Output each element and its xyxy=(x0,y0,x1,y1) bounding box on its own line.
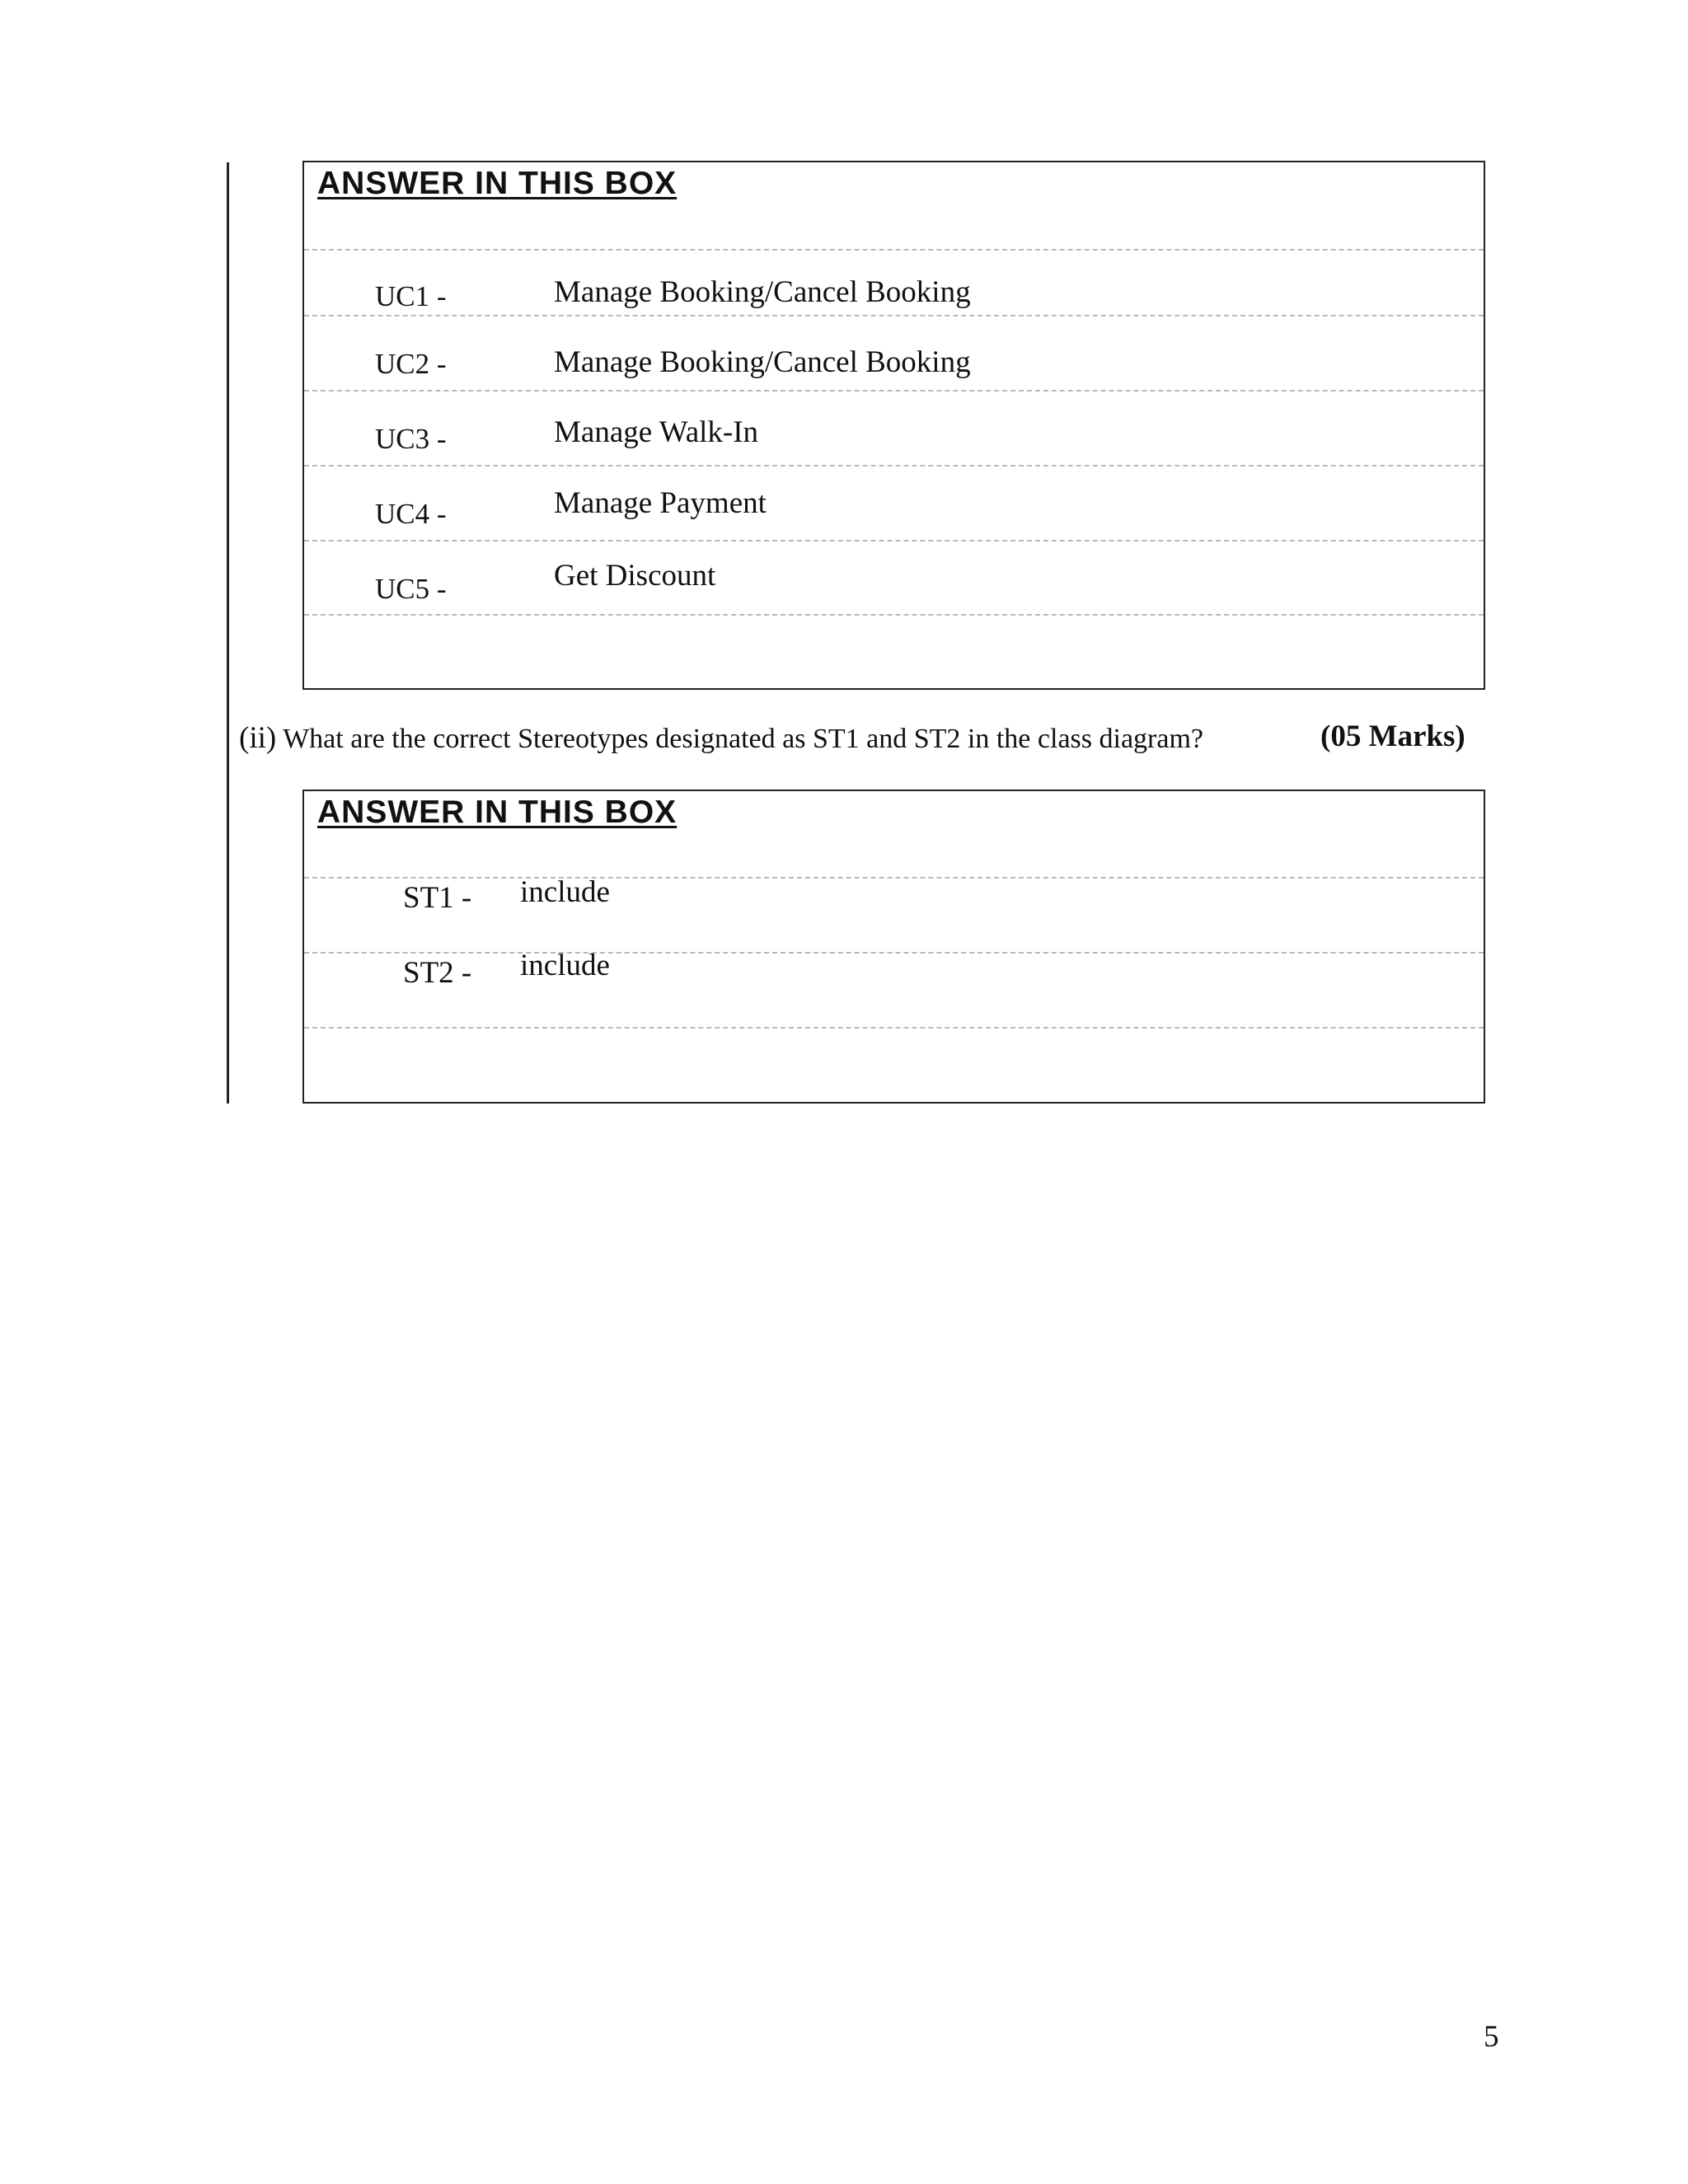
stereotype-answer-st1: include xyxy=(520,875,610,909)
stereotype-label-st1: ST1 - xyxy=(403,881,472,915)
use-case-label-uc4: UC4 - xyxy=(375,498,447,530)
use-case-answer-uc4: Manage Payment xyxy=(554,486,767,520)
answer-box-use-cases xyxy=(302,161,1485,690)
left-margin-rule xyxy=(227,162,229,1104)
use-case-label-uc5: UC5 - xyxy=(375,573,447,605)
answer-box-heading: ANSWER IN THIS BOX xyxy=(317,794,678,830)
use-case-answer-uc3: Manage Walk-In xyxy=(554,415,759,449)
use-case-label-uc2: UC2 - xyxy=(375,348,447,380)
stereotype-answer-st2: include xyxy=(520,949,610,982)
answer-line xyxy=(304,952,1484,954)
question-number: (ii) xyxy=(239,721,277,755)
stereotype-label-st2: ST2 - xyxy=(403,956,472,990)
use-case-answer-uc1: Manage Booking/Cancel Booking xyxy=(554,275,971,309)
answer-line xyxy=(304,1027,1484,1029)
answer-line xyxy=(304,614,1484,616)
use-case-label-uc3: UC3 - xyxy=(375,423,447,455)
answer-box-heading: ANSWER IN THIS BOX xyxy=(317,166,678,201)
answer-line xyxy=(304,390,1484,391)
answer-line xyxy=(304,877,1484,879)
answer-line xyxy=(304,249,1484,251)
question-text: What are the correct Stereotypes designated as ST1 and ST2 in the class diagram? xyxy=(283,724,1203,754)
question-ii xyxy=(239,720,1203,756)
use-case-label-uc1: UC1 - xyxy=(375,280,447,312)
page-number: 5 xyxy=(1484,2020,1499,2054)
answer-line xyxy=(304,465,1484,466)
answer-line xyxy=(304,315,1484,316)
answer-box-stereotypes xyxy=(302,790,1485,1104)
answer-line xyxy=(304,540,1484,541)
use-case-answer-uc5: Get Discount xyxy=(554,559,716,593)
question-marks: (05 Marks) xyxy=(1320,719,1465,753)
use-case-answer-uc2: Manage Booking/Cancel Booking xyxy=(554,345,971,379)
